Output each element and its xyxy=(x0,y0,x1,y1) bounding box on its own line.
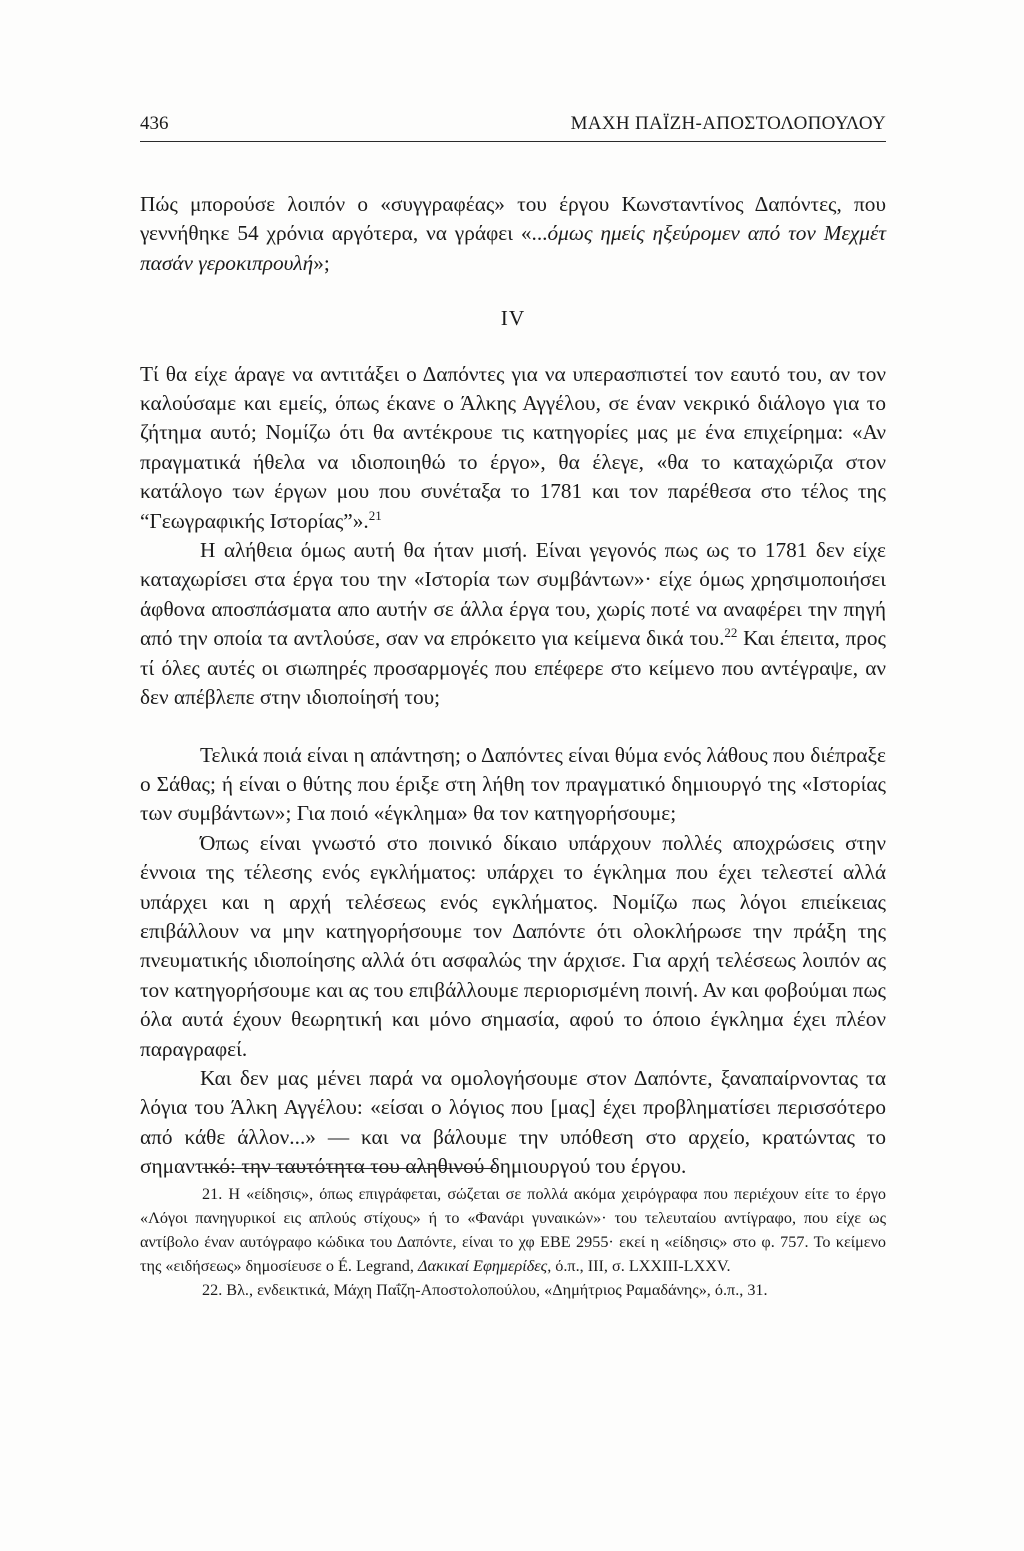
paragraph-1-quote: όμως ημείς ηξεύρομεν από τον Μεχμέτ πασάν γεροκιπρουλή xyxy=(140,221,886,275)
running-header xyxy=(140,113,886,142)
paragraph-3-text: Η αλήθεια όμως αυτή θα ήταν μισή. Είναι γεγονός πως ως το 1781 δεν είχε καταχωρίσει στα έργα του την «Ιστορία των συμβάντων»· είχε όμως χρησιμοποιήσει άφθονα αποσπάσματα απο αυτήν σε άλλα έργα του, χωρίς ποτέ να αναφέρει την πηγή από την οποία τα αντλούσε, σαν να επρόκειτο για κείμενα δικά του. xyxy=(140,538,886,651)
footnote-21-text: 21. Η «είδησις», όπως επιγράφεται, σώζεται σε πολλά ακόμα χειρόγραφα που περιέχουν είτε το έργο «Λόγοι πανηγυρικοί εις απλούς στίχους» ή το «Φανάρι γυναικών»· του τελευταίου αντίγραφο, που είχε ως αντίβολο έναν αυτόγραφο κώδικα του Δαπόντε, είναι το χφ ΕΒΕ 2955· εκεί η «είδησις» στο φ. 757. Το κείμενο της «ειδήσεως» δημοσίευσε ο É. Legrand, xyxy=(140,1185,886,1275)
paragraph-3-text-end: Και έπειτα, προς τί όλες αυτές οι σιωπηρές προσαρμογές που επέφερε στο κείμενο που αντέγραψε, αν δεν απέβλεπε στην ιδιοποίησή του; xyxy=(140,626,886,710)
footnote-divider xyxy=(202,1168,496,1169)
paragraph-3 xyxy=(140,536,886,712)
running-head-author: ΜΑΧΗ ΠΑΪΖΗ-ΑΠΟΣΤΟΛΟΠΟΥΛΟΥ xyxy=(570,113,886,134)
paragraph-4: Τελικά ποιά είναι η απάντηση; ο Δαπόντες είναι θύμα ενός λάθους που διέπραξε ο Σάθας; ή είναι ο θύτης που έριξε στη λήθη τον πραγματικό δημιουργό της «Ιστορίας των συμβάντων»; Για ποιό «έγκλημα» θα τον κατηγορήσουμε; xyxy=(140,742,886,826)
footnote-ref-21: 21 xyxy=(368,507,382,523)
paragraph-1-end: »; xyxy=(313,250,330,275)
main-text xyxy=(140,190,886,1182)
paragraph-6: Και δεν μας μένει παρά να ομολογήσουμε στον Δαπόντε, ξαναπαίρνοντας τα λόγια του Άλκη Αγγέλου: «είσαι ο λόγιος που [μας] έχει προβληματίσει περισσότερο από κάθε άλλον...» — και να βάλουμε την υπόθεση στο αρχείο, κρατώντας το σημαντικό: την ταυτότητα του αληθινού δημιουργού του έργου. xyxy=(140,1065,886,1179)
page-number: 436 xyxy=(140,113,169,134)
paragraph-2 xyxy=(140,360,886,536)
paragraph-1-text: Πώς μπορούσε λοιπόν ο «συγγραφέας» του έργου Κωνσταντίνος Δαπόντες, που γεννήθηκε 54 χρόνια αργότερα, να γράφει «... xyxy=(140,192,886,246)
paragraph-5: Όπως είναι γνωστό στο ποινικό δίκαιο υπάρχουν πολλές αποχρώσεις στην έννοια της τέλεσης ενός εγκλήματος: υπάρχει το έγκλημα που έχει τελεστεί αλλά υπάρχει και η αρχή τελέσεως ενός εγκλήματος. Νομίζω πως λόγοι επιείκειας επιβάλλουν να μην κατηγορήσουμε τον Δαπόντε ότι ολοκλήρωσε την πράξη της πνευματικής ιδιοποίησης αλλά ότι ασφαλώς την άρχισε. Για αρχή τελέσεως λοιπόν ας τον κατηγορήσουμε και ας του επιβάλλουμε περιορισμένη ποινή. Αν και φοβούμαι πως όλα αυτά έχουν θεωρητική και μόνο σημασία, αφού το όποιο έγκλημα έχει πλέον παραγραφεί. xyxy=(140,830,886,1061)
footnote-21-title: Δακικαί Εφημερίδες xyxy=(417,1256,548,1275)
footnote-21 xyxy=(140,1183,886,1279)
footnote-21-end: , ό.π., III, σ. LXXIII-LXXV. xyxy=(547,1256,731,1275)
section-number: IV xyxy=(500,306,526,331)
footnote-ref-22: 22 xyxy=(724,625,738,641)
paragraph-2-text: Τί θα είχε άραγε να αντιτάξει ο Δαπόντες για να υπερασπιστεί τον εαυτό του, αν τον καλούσαμε και εμείς, όπως έκανε ο Άλκης Αγγέλου, σε έναν νεκρικό διάλογο για το ζήτημα αυτό; Νομίζω ότι θα αντέκρουε τις κατηγορίες μας με ένα επιχείρημα: «Αν πραγματικά ήθελα να ιδιοποιηθώ το έργο», θα έλεγε, «θα το καταχώριζα στον κατάλογο των έργων μου που συνέταξα το 1781 και τον παρέθεσα στο τέλος της “Γεωγραφικής Ιστορίας”». xyxy=(140,361,886,533)
footnotes xyxy=(140,1183,886,1303)
paragraph-1 xyxy=(140,190,886,278)
footnote-22: 22. Βλ., ενδεικτικά, Μάχη Παΐζη-Αποστολοπούλου, «Δημήτριος Ραμαδάνης», ό.π., 31. xyxy=(202,1280,768,1299)
